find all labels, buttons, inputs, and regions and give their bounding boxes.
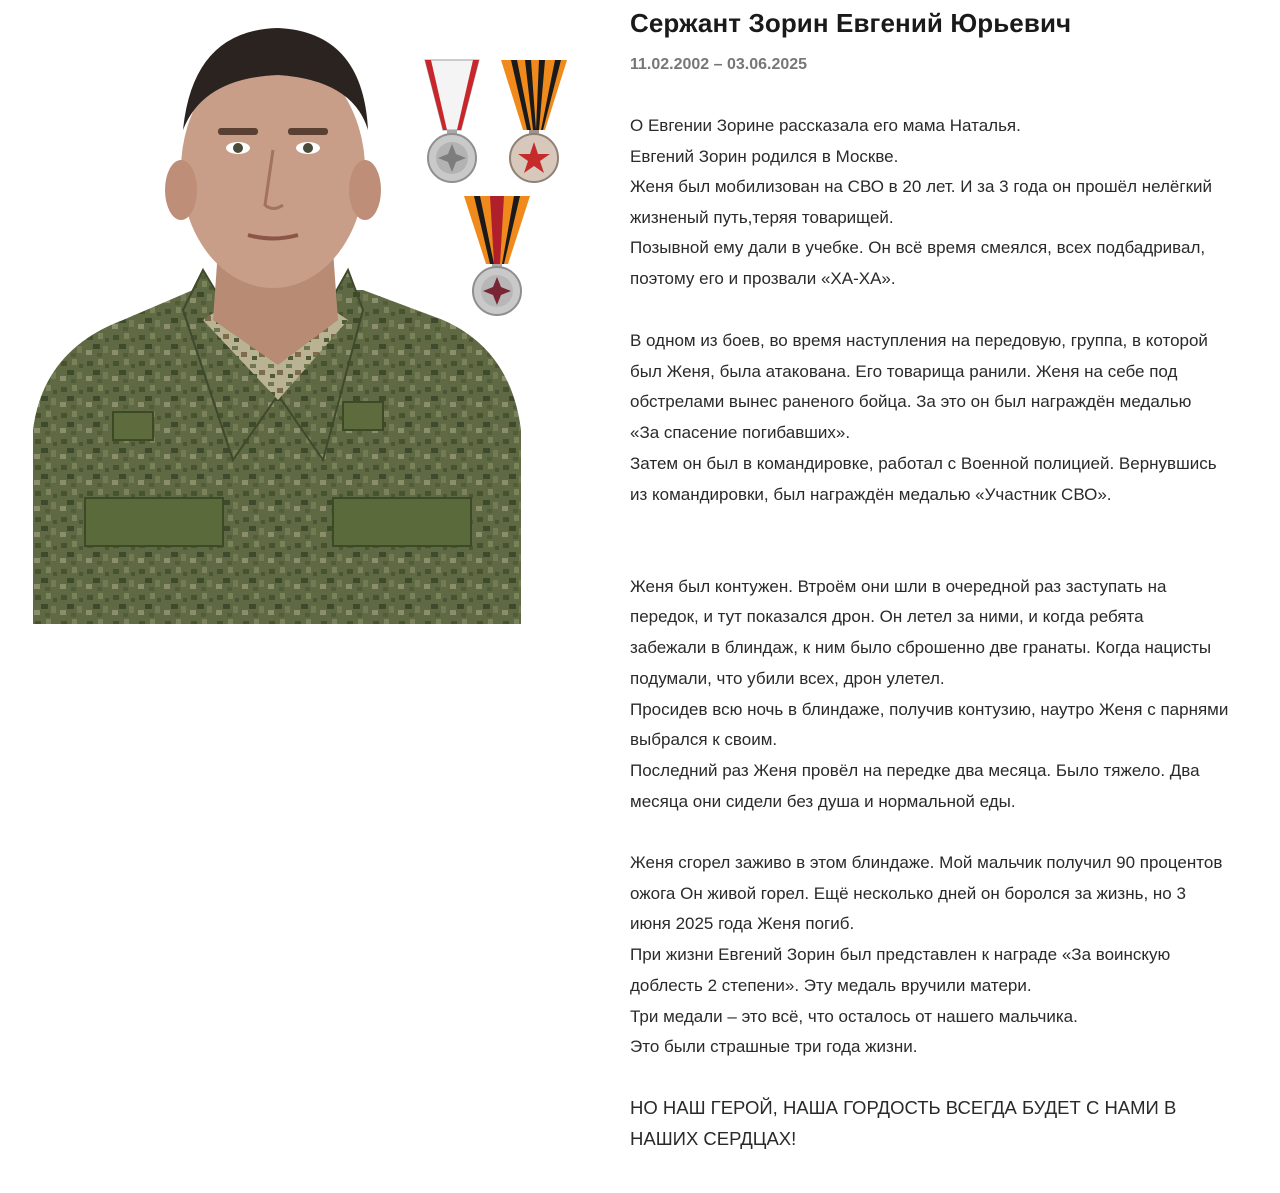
story-line: из командировки, был награждён медалью «Участник СВО».	[630, 485, 1112, 504]
story-line: выбрался к своим.	[630, 730, 778, 749]
story-line: поэтому его и прозвали «ХА-ХА».	[630, 269, 896, 288]
story-line: был Женя, была атакована. Его товарища ранили. Женя на себе под	[630, 362, 1178, 381]
story-line: забежали в блиндаж, к ним было сброшенно две гранаты. Когда нацисты	[630, 638, 1212, 657]
story-line: О Евгении Зорине рассказала его мама Наталья.	[630, 116, 1021, 135]
story-line: Просидев всю ночь в блиндаже, получив контузию, наутро Женя с парнями	[630, 700, 1229, 719]
story-line: Женя был мобилизован на СВО в 20 лет. И за 3 года он прошёл нелёгкий	[630, 177, 1213, 196]
story-line: ожога Он живой горел. Ещё несколько дней он боролся за жизнь, но 3	[630, 884, 1186, 903]
life-dates: 11.02.2002 – 03.06.2025	[630, 56, 808, 73]
medal-icon	[499, 58, 569, 191]
story-line: Евгений Зорин родился в Москве.	[630, 147, 899, 166]
story-line: В одном из боев, во время наступления на передовую, группа, в которой	[630, 331, 1208, 350]
story-line: Затем он был в командировке, работал с Военной полицией. Вернувшись	[630, 454, 1217, 473]
story-line: Это были страшные три года жизни.	[630, 1037, 918, 1056]
medal-icon	[417, 58, 487, 191]
story-line: передок, и тут показался дрон. Он летел за ними, и когда ребята	[630, 607, 1144, 626]
page-title: Сержант Зорин Евгений Юрьевич	[630, 8, 1072, 38]
story-line: обстрелами вынес раненого бойца. За это он был награждён медалью	[630, 392, 1192, 411]
story-line: подумали, что убили всех, дрон улетел.	[630, 669, 945, 688]
closing-line: НАШИХ СЕРДЦАХ!	[630, 1128, 797, 1149]
story-line: Последний раз Женя провёл на передке два месяца. Было тяжело. Два	[630, 761, 1200, 780]
story-line: Женя сгорел заживо в этом блиндаже. Мой мальчик получил 90 процентов	[630, 853, 1223, 872]
medal-icon	[462, 194, 532, 323]
story-line: Женя был контужен. Втроём они шли в очередной раз заступать на	[630, 577, 1167, 596]
story-line: жизненый путь,теряя товарищей.	[630, 208, 894, 227]
story-line: июня 2025 года Женя погиб.	[630, 914, 855, 933]
closing-line: НО НАШ ГЕРОЙ, НАША ГОРДОСТЬ ВСЕГДА БУДЕТ С НАМИ В	[630, 1097, 1177, 1118]
story-line: Позывной ему дали в учебке. Он всё время смеялся, всех подбадривал,	[630, 238, 1206, 257]
story-line: месяца они сидели без душа и нормальной еды.	[630, 792, 1016, 811]
story-line: При жизни Евгений Зорин был представлен к награде «За воинскую	[630, 945, 1171, 964]
story-line: доблесть 2 степени». Эту медаль вручили матери.	[630, 976, 1032, 995]
story-line: «За спасение погибавших».	[630, 423, 851, 442]
story-line: Три медали – это всё, что осталось от нашего мальчика.	[630, 1007, 1078, 1026]
